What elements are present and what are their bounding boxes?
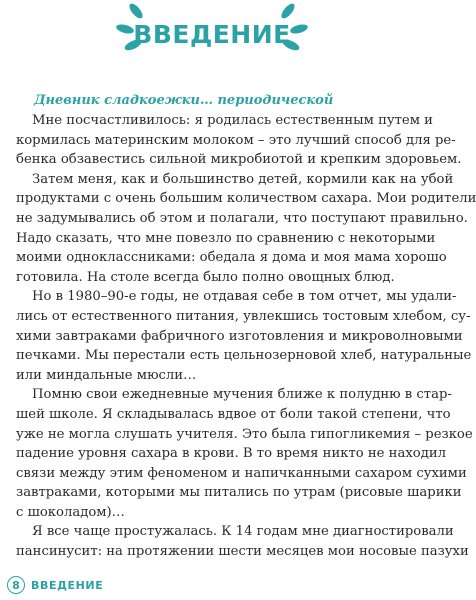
page-footer — [7, 575, 103, 595]
text-line: моими одноклассниками: обедала я дома и моя мама хорошо — [16, 250, 447, 266]
text-line: пансинусит: на протяжении шести месяцев мои носовые пазухи — [16, 544, 469, 560]
section-heading: Дневник сладкоежки… периодической — [34, 93, 334, 108]
text-line: Мне посчастливилось: я родилась естественным путем и — [32, 113, 433, 128]
paragraph — [16, 170, 476, 288]
text-line: готовила. На столе всегда было полно овощных блюд. — [16, 269, 395, 285]
paragraph — [16, 522, 469, 561]
text-line: Надо сказать, что мне повезло по сравнению с некоторыми — [16, 230, 436, 246]
text-line: падение уровня сахара в крови. В то время никто не находил — [16, 446, 446, 462]
text-line: Затем меня, как и большинство детей, кормили как на убой — [32, 171, 454, 187]
text-line: лись от естественного питания, увлекшись тостовым хлебом, су- — [16, 308, 471, 324]
text-line: не задумывались об этом и полагали, что поступают правильно. — [16, 210, 468, 226]
main-text — [16, 92, 476, 562]
text-line: бенка обзавестись сильной микробиотой и крепким здоровьем. — [16, 152, 462, 168]
text-line: кормилась материнским молоком – это лучший способ для ре- — [16, 132, 456, 148]
text-line: шей школе. Я складывалась вдвое от боли такой степени, что — [16, 406, 451, 422]
running-footer-label: ВВЕДЕНИЕ — [31, 578, 104, 592]
text-line: или миндальные мюсли… — [16, 367, 197, 383]
text-line: завтраками, которыми мы питались по утрам (рисовые шарики — [16, 485, 462, 501]
page-number: 8 — [7, 576, 25, 594]
text-line: Я все чаще простужалась. К 14 годам мне диагностировали — [32, 524, 454, 540]
text-line: продуктами с очень большим количеством сахара. Мои родители — [16, 191, 476, 207]
text-line: печками. Мы перестали есть цельнозерновой хлеб, натуральные — [16, 348, 472, 364]
text-line: хими завтраками фабричного изготовления и микроволновыми — [16, 328, 463, 344]
text-line: с шоколадом)… — [16, 504, 125, 520]
paragraph — [16, 287, 472, 385]
paragraph — [16, 385, 473, 522]
text-line: уже не могла слушать учителя. Это была гипогликемия – резкое — [16, 426, 473, 442]
text-line: Но в 1980–90-е годы, не отдавая себе в том отчет, мы удали- — [32, 289, 457, 305]
paragraphs — [16, 111, 476, 562]
text-line: связи между этим феноменом и напичканными сахаром сухими — [16, 465, 467, 481]
chapter-title: ВВЕДЕНИЕ — [133, 20, 291, 49]
paragraph — [16, 111, 462, 170]
text-line: Помню свои ежедневные мучения ближе к полудню в стар- — [32, 387, 452, 403]
